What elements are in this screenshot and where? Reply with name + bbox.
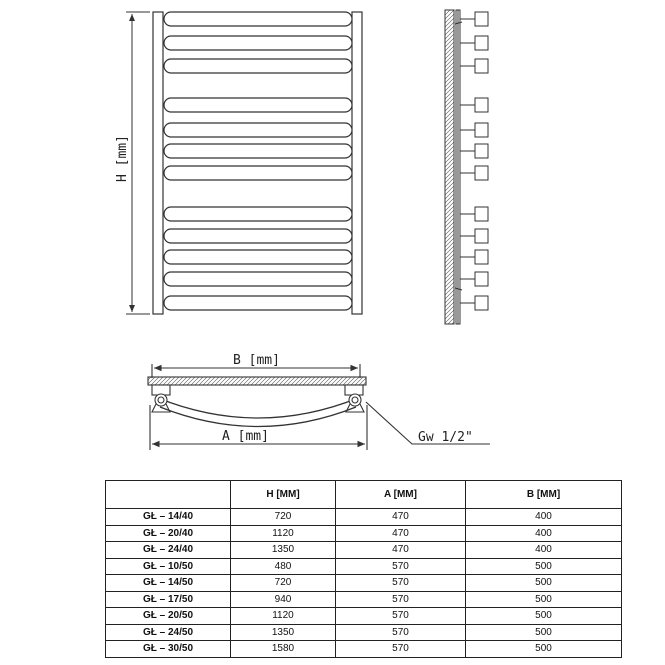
table-row <box>106 641 622 658</box>
a-cell: 570 <box>336 608 466 625</box>
side-tube-ends <box>460 12 488 310</box>
model-cell: GŁ – 30/50 <box>106 641 231 658</box>
model-cell: GŁ – 20/40 <box>106 525 231 542</box>
horizontal-tube <box>164 229 352 243</box>
width-a-label: A [mm] <box>222 429 269 444</box>
width-b-label: B [mm] <box>233 353 280 368</box>
b-cell: 500 <box>466 641 622 658</box>
a-cell: 570 <box>336 558 466 575</box>
right-collector-section <box>349 394 361 406</box>
table-row <box>106 525 622 542</box>
a-cell: 470 <box>336 509 466 526</box>
h-cell: 720 <box>231 575 336 592</box>
h-cell: 480 <box>231 558 336 575</box>
b-cell: 400 <box>466 542 622 559</box>
model-cell: GŁ – 10/50 <box>106 558 231 575</box>
thread-label: Gw 1/2" <box>418 430 473 445</box>
side-view <box>445 10 488 324</box>
horizontal-tube <box>164 272 352 286</box>
b-cell: 500 <box>466 624 622 641</box>
header-a: A [MM] <box>336 481 466 509</box>
a-cell: 570 <box>336 591 466 608</box>
horizontal-tube <box>164 123 352 137</box>
horizontal-tube <box>164 98 352 112</box>
h-cell: 1580 <box>231 641 336 658</box>
front-view <box>153 12 362 314</box>
left-collector <box>153 12 163 314</box>
h-cell: 720 <box>231 509 336 526</box>
h-cell: 1120 <box>231 608 336 625</box>
table-row <box>106 558 622 575</box>
side-tube-end <box>475 272 488 286</box>
left-collector-section <box>155 394 167 406</box>
side-tube-end <box>475 207 488 221</box>
side-tube-end <box>475 36 488 50</box>
h-cell: 1120 <box>231 525 336 542</box>
side-tube-end <box>475 229 488 243</box>
h-cell: 1350 <box>231 624 336 641</box>
model-cell: GŁ – 14/50 <box>106 575 231 592</box>
header-b: B [MM] <box>466 481 622 509</box>
horizontal-tube <box>164 166 352 180</box>
side-tube-end <box>475 144 488 158</box>
header-model <box>106 481 231 509</box>
table-row <box>106 575 622 592</box>
horizontal-tube <box>164 144 352 158</box>
table-row <box>106 542 622 559</box>
model-cell: GŁ – 20/50 <box>106 608 231 625</box>
side-tube-end <box>475 166 488 180</box>
h-cell: 940 <box>231 591 336 608</box>
right-bracket <box>345 385 363 395</box>
wall-hatch <box>445 10 454 324</box>
h-cell: 1350 <box>231 542 336 559</box>
plan-wall <box>148 377 366 385</box>
side-tube-end <box>475 12 488 26</box>
a-cell: 570 <box>336 641 466 658</box>
b-cell: 400 <box>466 525 622 542</box>
table-header-row <box>106 481 622 509</box>
table-row <box>106 608 622 625</box>
side-tube-end <box>475 98 488 112</box>
curved-tube <box>158 398 358 418</box>
model-cell: GŁ – 17/50 <box>106 591 231 608</box>
model-cell: GŁ – 24/40 <box>106 542 231 559</box>
right-collector <box>352 12 362 314</box>
table-row <box>106 509 622 526</box>
header-h: H [MM] <box>231 481 336 509</box>
horizontal-tube <box>164 296 352 310</box>
horizontal-tube <box>164 250 352 264</box>
model-cell: GŁ – 14/40 <box>106 509 231 526</box>
heating-tubes <box>164 12 352 310</box>
a-cell: 470 <box>336 525 466 542</box>
a-cell: 570 <box>336 624 466 641</box>
side-tube-end <box>475 250 488 264</box>
a-cell: 570 <box>336 575 466 592</box>
side-tube-end <box>475 123 488 137</box>
side-tube-end <box>475 59 488 73</box>
b-cell: 400 <box>466 509 622 526</box>
height-dimension-label: H [mm] <box>115 135 130 182</box>
dimensions-table <box>105 480 622 658</box>
horizontal-tube <box>164 12 352 26</box>
a-cell: 470 <box>336 542 466 559</box>
b-cell: 500 <box>466 608 622 625</box>
table-row <box>106 624 622 641</box>
b-cell: 500 <box>466 591 622 608</box>
b-cell: 500 <box>466 575 622 592</box>
horizontal-tube <box>164 207 352 221</box>
table-row <box>106 591 622 608</box>
side-tube-end <box>475 296 488 310</box>
model-cell: GŁ – 24/50 <box>106 624 231 641</box>
b-cell: 500 <box>466 558 622 575</box>
horizontal-tube <box>164 36 352 50</box>
horizontal-tube <box>164 59 352 73</box>
